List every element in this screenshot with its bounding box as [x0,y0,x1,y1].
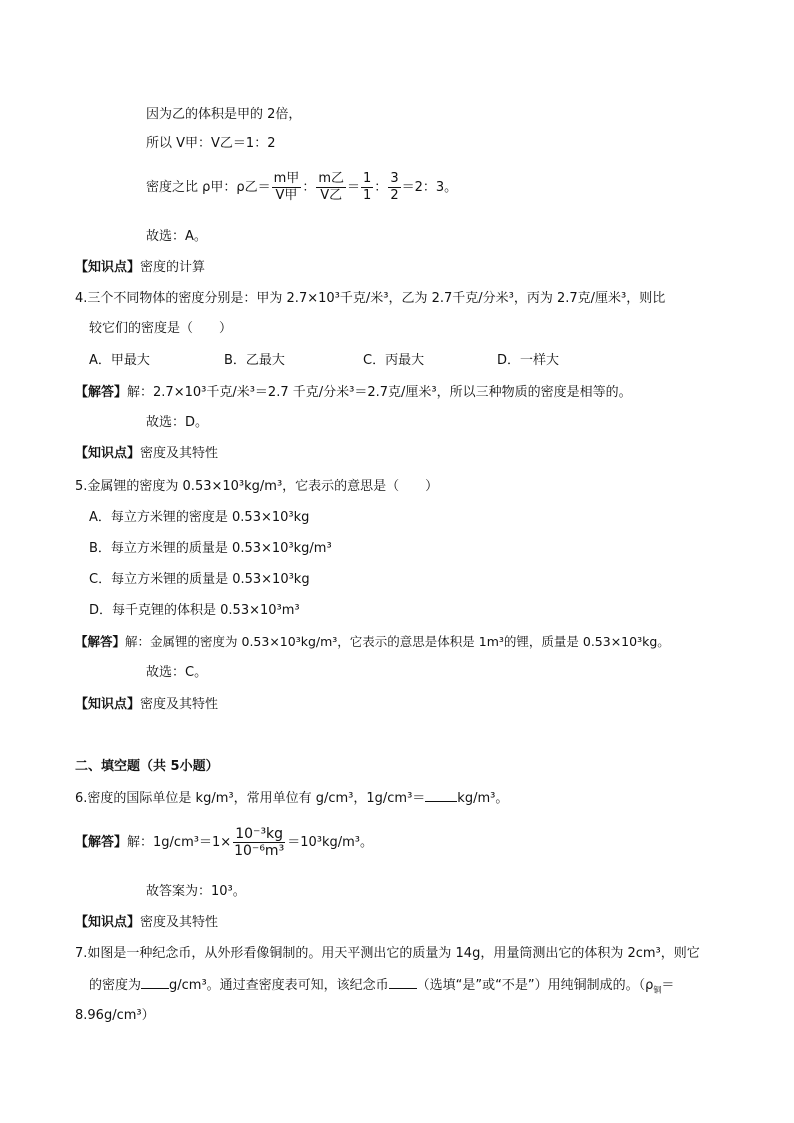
q3-knowledge-point [75,259,205,277]
q4-knowledge-point [75,445,218,463]
q4-answer [75,384,632,402]
q7-copper-subscript: 铜 [653,985,662,995]
fraction-denominator: 2 [390,188,399,203]
q7-stem-line-2 [89,976,674,1000]
q7-text-segment: 的密度为 [89,978,142,993]
knowledge-tag: 【知识点】 [75,915,141,930]
fraction-denominator: V甲 [275,188,298,203]
q4-option-a: A．甲最大 [89,353,150,368]
q5-option-a: A．每立方米锂的密度是 0.53×10³kg [89,510,310,525]
answer-prefix: 解：1g/cm³＝1× [127,835,232,850]
q5-knowledge-point [75,696,218,714]
answer-tag: 【解答】 [75,634,126,649]
q4-option-b: B．乙最大 [224,353,285,368]
q3-line-volume-ratio-reason: 因为乙的体积是甲的 2倍， [146,107,302,122]
q7-density-blank [141,976,169,989]
ratio-colon: ： [374,180,388,195]
q4-stem-line-1: 4.三个不同物体的密度分别是：甲为 2.7×10³千克/米³，乙为 2.7千克/分米³，丙为 2.7克/厘米³，则比 [75,291,666,306]
knowledge-text: 密度及其特性 [140,446,219,461]
q5-option-b: B．每立方米锂的质量是 0.53×10³kg/m³ [89,541,332,556]
q6-knowledge-point [75,914,218,932]
q4-stem-line-2: 较它们的密度是（ ） [89,321,233,336]
q6-answer-blank [425,789,457,802]
q5-answer [75,633,670,651]
fraction-m-jia-over-v-jia [272,171,302,204]
q7-stem-line-1: 7.如图是一种纪念币，从外形看像铜制的。用天平测出它的质量为 14g，用量筒测出它的体积为 2cm³，则它 [75,946,700,961]
section-title-fill-in: 二、填空题（共 5小题） [75,759,219,774]
knowledge-tag: 【知识点】 [75,697,141,712]
q5-stem: 5.金属锂的密度为 0.53×10³kg/m³，它表示的意思是（ ） [75,479,439,494]
q3-line-volume-ratio: 所以 V甲：V乙＝1：2 [146,136,276,151]
q5-choice: 故选：C。 [146,665,208,680]
q6-stem-unit: kg/m³。 [457,791,509,806]
ratio-colon: ： [302,180,316,195]
q7-text-segment: ＝ [661,978,675,993]
q6-stem-text: 6.密度的国际单位是 kg/m³，常用单位有 g/cm³，1g/cm³＝ [75,791,426,806]
answer-tag: 【解答】 [75,835,128,850]
q6-stem [75,789,508,808]
q7-material-blank [389,976,417,989]
answer-text: 解：2.7×10³千克/米³＝2.7 千克/分米³＝2.7克/厘米³，所以三种物质的密度是相等的。 [127,385,632,400]
q7-stem-line-3: 8.96g/cm³） [75,1008,155,1023]
knowledge-text: 密度及其特性 [140,915,219,930]
q6-answer [75,823,373,863]
fraction-kg-over-m3 [232,826,286,859]
q4-option-d: D．一样大 [497,353,560,368]
answer-text: 解：金属锂的密度为 0.53×10³kg/m³，它表示的意思是体积是 1m³的锂，质量是 0.53×10³kg。 [125,634,670,649]
q3-density-ratio-result: ＝2：3。 [401,180,458,195]
knowledge-tag: 【知识点】 [75,446,141,461]
fraction-numerator: 3 [390,171,399,186]
q3-density-ratio-equation [146,170,457,206]
fraction-denominator: V乙 [320,188,343,203]
q4-choice: 故选：D。 [146,415,209,430]
fraction-m-yi-over-v-yi [316,171,346,204]
knowledge-text: 密度及其特性 [140,697,219,712]
fraction-three-over-two [388,171,400,204]
q5-option-d: D．每千克锂的体积是 0.53×10³m³ [89,603,300,618]
q6-result: 故答案为：10³。 [146,884,246,899]
q5-option-c: C．每立方米锂的质量是 0.53×10³kg [89,572,310,587]
fraction-denominator: 1 [363,188,372,203]
q3-density-ratio-prefix: 密度之比 ρ甲：ρ乙＝ [146,180,271,195]
equals-sign: ＝ [347,180,361,195]
answer-tag: 【解答】 [75,385,128,400]
fraction-one-over-one [361,171,373,204]
fraction-numerator: m甲 [273,171,300,186]
fraction-numerator: m乙 [318,171,344,186]
answer-suffix: ＝10³kg/m³。 [287,835,373,850]
knowledge-text: 密度的计算 [140,260,206,275]
q4-option-c: C．丙最大 [363,353,425,368]
fraction-numerator: 10⁻³kg [235,826,284,842]
q7-text-segment: （选填“是”或“不是”）用纯铜制成的。（ρ [416,978,654,993]
knowledge-tag: 【知识点】 [75,260,141,275]
q7-text-segment: g/cm³。通过查密度表可知，该纪念币 [169,978,389,993]
q3-choice: 故选：A。 [146,229,207,244]
fraction-numerator: 1 [363,171,372,186]
fraction-denominator: 10⁻⁶m³ [234,843,285,859]
